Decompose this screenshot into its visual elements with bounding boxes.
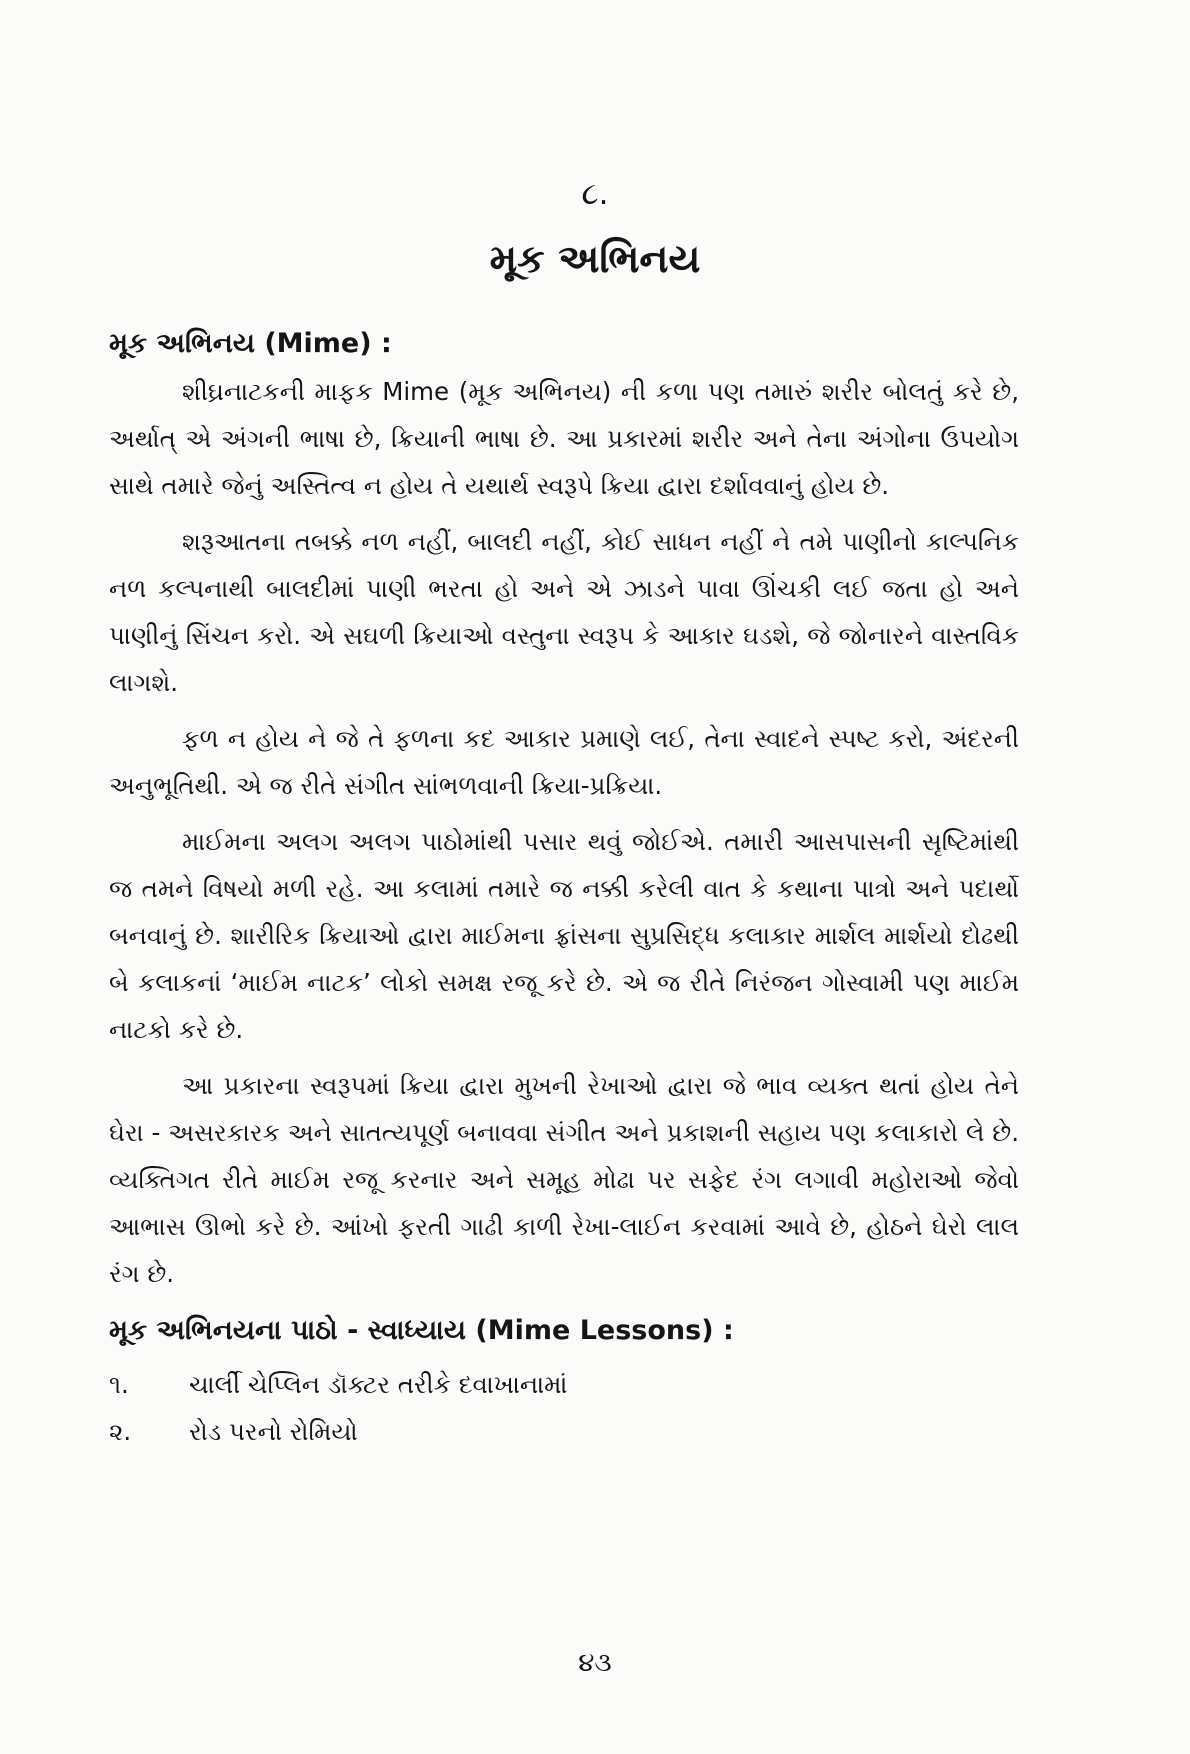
- lesson-item-1: [109, 1361, 1019, 1408]
- lessons-heading: મૂક અભિનયના પાઠો - સ્વાધ્યાય (Mime Lessons) :: [109, 1315, 734, 1346]
- chapter-content: [109, 320, 1019, 1455]
- lesson-number: ૨.: [109, 1417, 132, 1446]
- chapter-title: મૂક અભિનય: [489, 237, 701, 282]
- lesson-list: [109, 1361, 1019, 1455]
- paragraph-4: માઈમના અલગ અલગ પાઠોમાંથી પસાર થવું જોઈએ. તમારી આસપાસની સૃષ્ટિમાંથી જ તમને વિષયો મળી રહે. આ કલામાં તમારે જ નક્કી કરેલી વાત કે કથાના પાત્રો અને પદાર્થો બનવાનું છે. શારીરિક ક્રિયાઓ દ્વારા માઈમના ફ્રાંસના સુપ્રસિદ્ધ કલાકાર માર્શલ માર્શયો દોઢથી બે કલાકનાં ‘માઈમ નાટક’ લોકો સમક્ષ રજૂ કરે છે. એ જ રીતે નિરંજન ગોસ્વામી પણ માઈમ નાટકો કરે છે.: [109, 827, 1019, 1044]
- section-heading: મૂક અભિનય (Mime) :: [109, 328, 392, 359]
- paragraph-2: શરૂઆતના તબક્કે નળ નહીં, બાલદી નહીં, કોઈ સાધન નહીં ને તમે પાણીનો કાલ્પનિક નળ કલ્પનાથી બાલદીમાં પાણી ભરતા હો અને એ ઝાડને પાવા ઊંચકી લઈ જતા હો અને પાણીનું સિંચન કરો. એ સઘળી ક્રિયાઓ વસ્તુના સ્વરૂપ કે આકાર ઘડશે, જે જોનારને વાસ્તવિક લાગશે.: [109, 527, 1019, 697]
- lesson-text: ચાર્લી ચેપ્લિન ડૉક્ટર તરીકે દવાખાનામાં: [189, 1370, 568, 1399]
- lesson-item-2: [109, 1408, 1019, 1455]
- lesson-text: રોડ પરનો રોમિયો: [189, 1417, 358, 1446]
- paragraph-5: આ પ્રકારના સ્વરૂપમાં ક્રિયા દ્વારા મુખની રેખાઓ દ્વારા જે ભાવ વ્યક્ત થતાં હોય તેને ઘેરા - અસરકારક અને સાતત્યપૂર્ણ બનાવવા સંગીત અને પ્રકાશની સહાય પણ કલાકારો લે છે. વ્યક્તિગત રીતે માઈમ રજૂ કરનાર અને સમૂહ મોઢા પર સફેદ રંગ લગાવી મહોરાઓ જેવો આભાસ ઊભો કરે છે. આંખો ફરતી ગાઢી કાળી રેખા-લાઈન કરવામાં આવે છે, હોઠને ઘેરો લાલ રંગ છે.: [109, 1071, 1019, 1288]
- paragraph-3: ફળ ન હોય ને જે તે ફળના કદ આકાર પ્રમાણે લઈ, તેના સ્વાદને સ્પષ્ટ કરો, અંદરની અનુભૂતિથી. એ જ રીતે સંગીત સાંભળવાની ક્રિયા-પ્રક્રિયા.: [109, 724, 1019, 800]
- lesson-number: ૧.: [109, 1370, 129, 1399]
- page-number: ૪૩: [578, 1648, 612, 1678]
- chapter-number: ૮.: [581, 176, 609, 212]
- paragraph-1: શીઘ્રનાટકની માફક Mime (મૂક અભિનય) ની કળા પણ તમારું શરીર બોલતું કરે છે, અર્થાત્ એ અંગની ભાષા છે, ક્રિયાની ભાષા છે. આ પ્રકારમાં શરીર અને તેના અંગોના ઉપયોગ સાથે તમારે જેનું અસ્તિત્વ ન હોય તે યથાર્થ સ્વરૂપે ક્રિયા દ્વારા દર્શાવવાનું હોય છે.: [109, 377, 1019, 500]
